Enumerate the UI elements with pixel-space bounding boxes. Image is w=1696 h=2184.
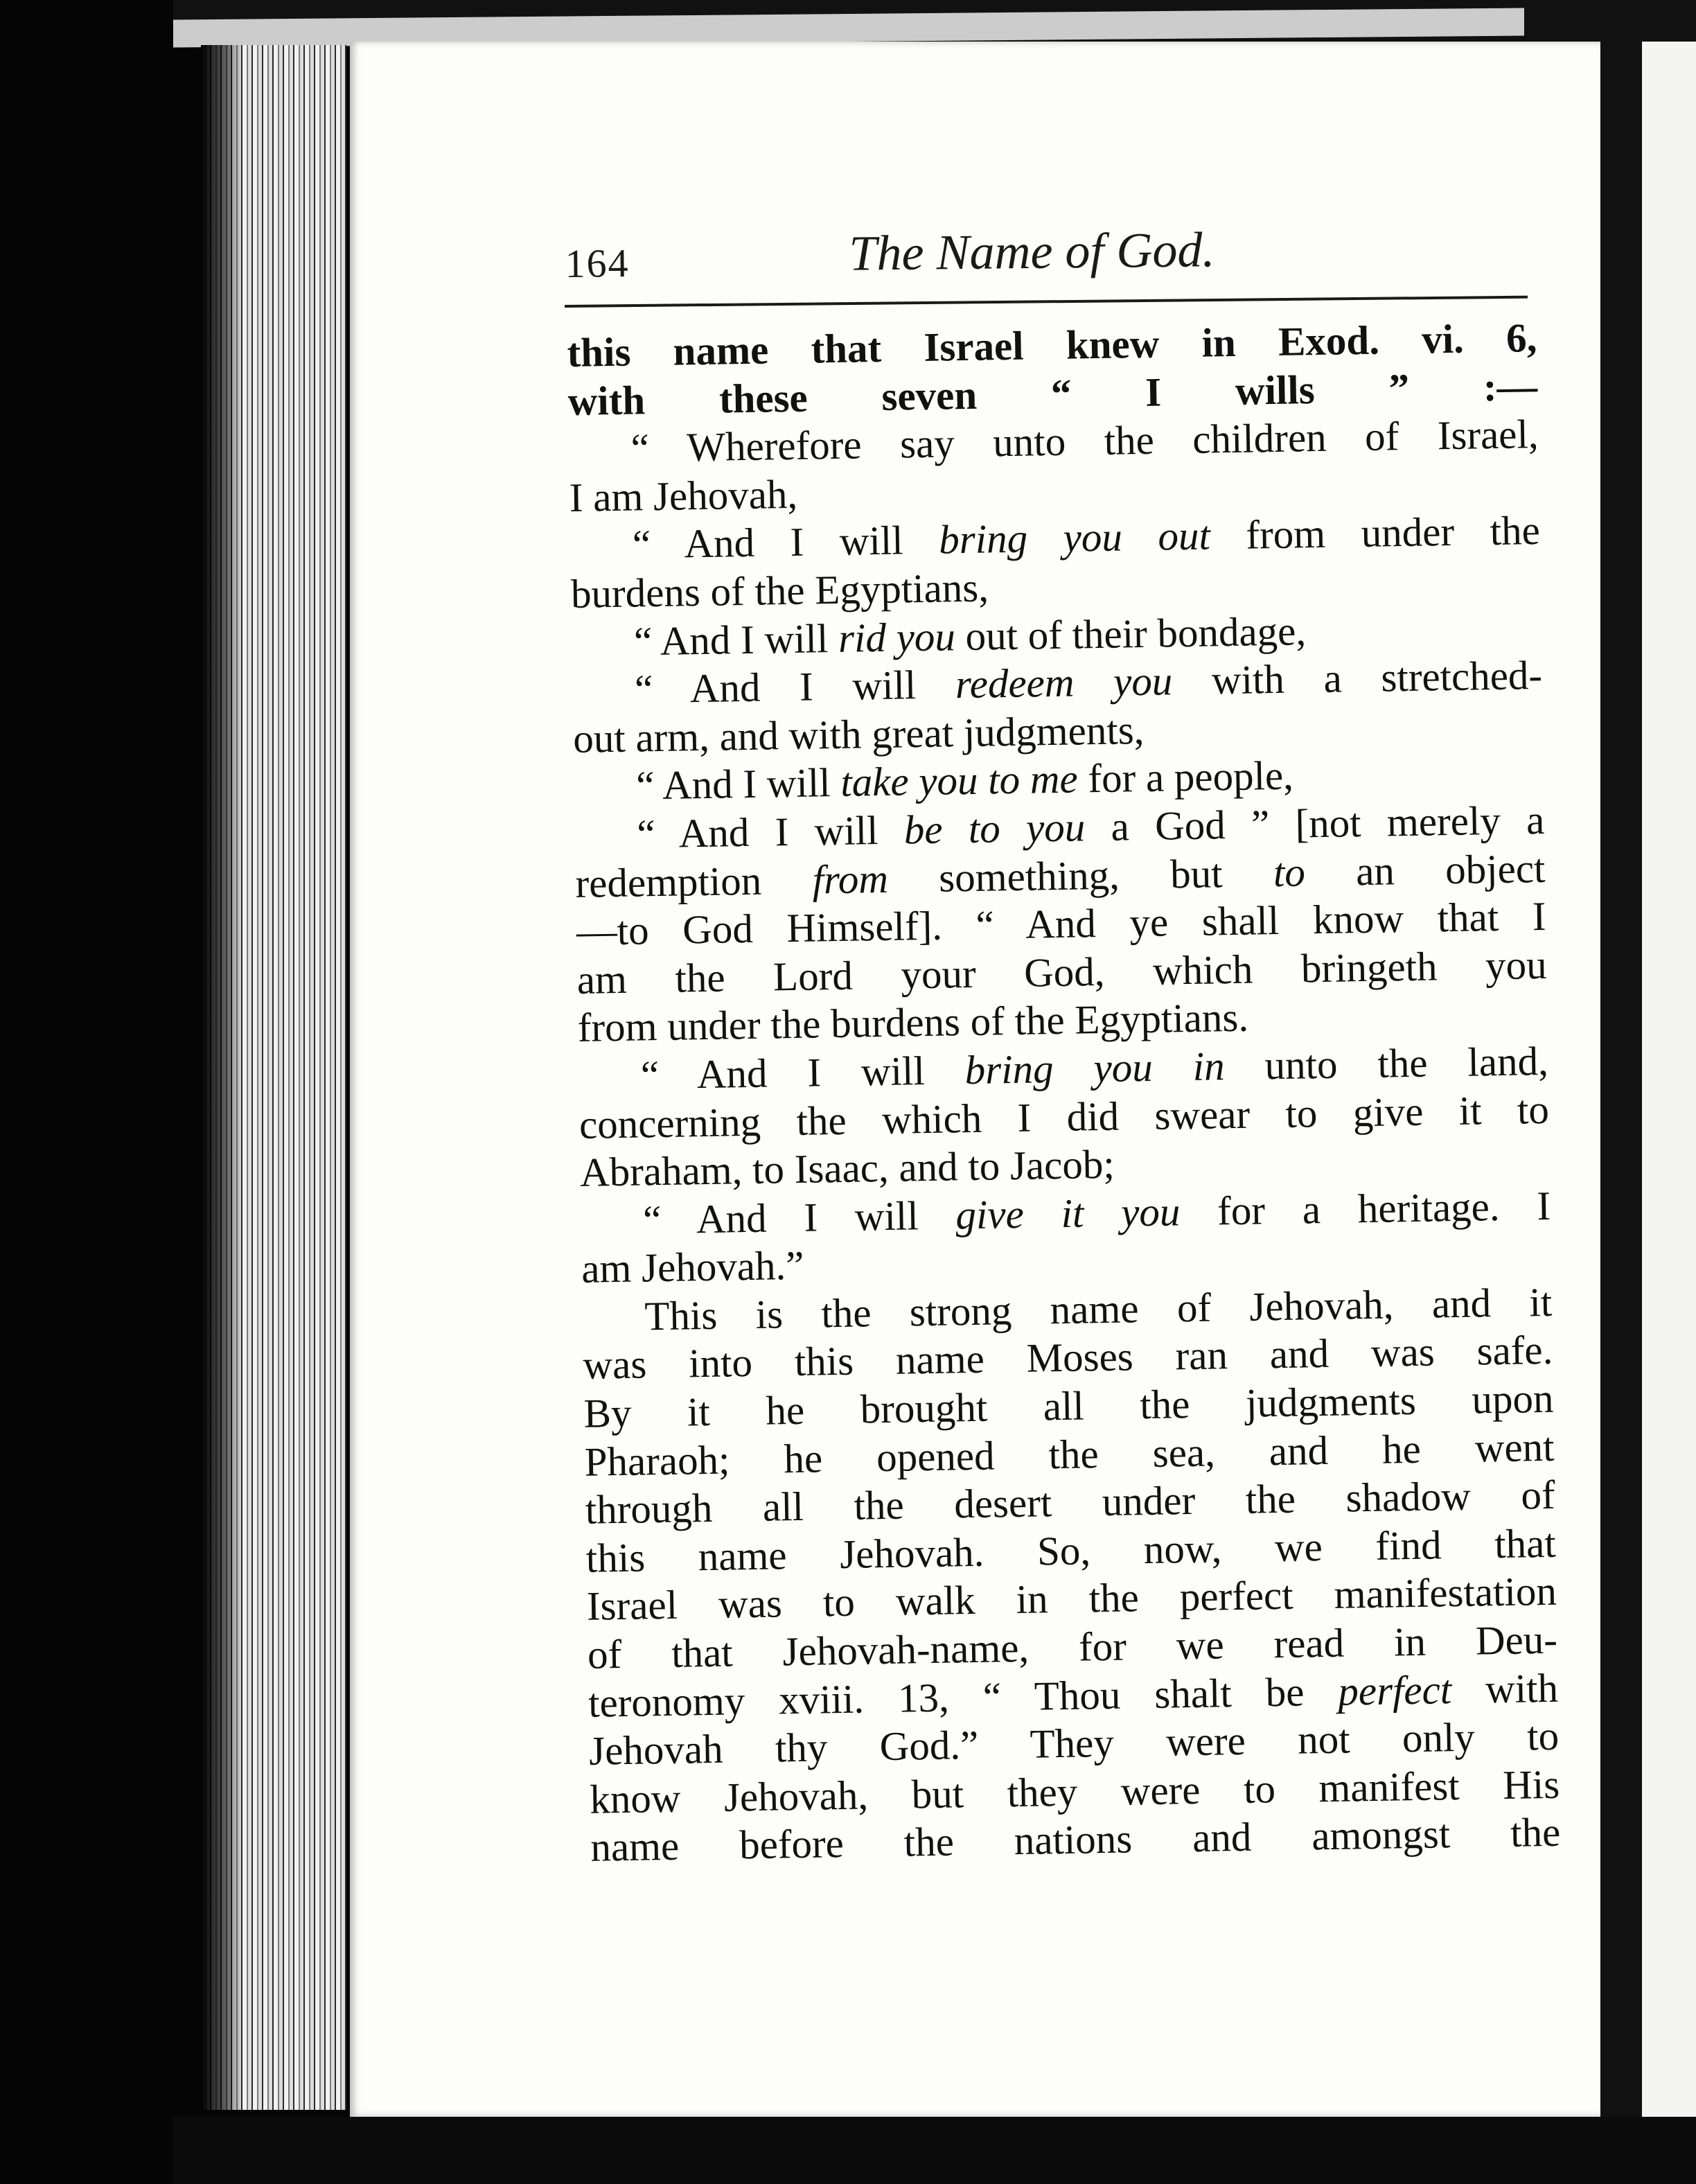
text-line: know Jehovah, but they were to manifest His — [589, 1761, 1560, 1822]
text-line: Pharaoh; he opened the sea, and he went — [584, 1423, 1555, 1485]
body-text — [567, 314, 1561, 1872]
text-line: of that Jehovah-name, for we read in Deu- — [587, 1616, 1558, 1677]
text-line: Abraham, to Isaac, and to Jacob; — [579, 1141, 1115, 1195]
text-line: was into this name Moses ran and was safe. — [582, 1327, 1553, 1389]
text-line: “ And I will rid you out of their bondage, — [633, 607, 1307, 664]
text-line: “ And I will take you to me for a people, — [635, 752, 1294, 809]
running-head — [565, 215, 1528, 301]
text-line: “ And I will give it you for a heritage. I — [642, 1182, 1551, 1243]
text-line: with these seven “ I wills ” :— — [567, 362, 1538, 424]
page-edges-shadow — [201, 45, 242, 2110]
text-line: Israel was to walk in the perfect manifestation — [586, 1568, 1557, 1630]
text-line: from under the burdens of the Egyptians. — [577, 994, 1249, 1051]
text-line: through all the desert under the shadow of — [585, 1472, 1556, 1533]
text-line: am Jehovah.” — [581, 1242, 804, 1292]
text-line: this name Jehovah. So, now, we find that — [585, 1520, 1557, 1581]
text-line: redemption from something, but to an object — [575, 845, 1546, 906]
gutter-shadow — [1600, 42, 1642, 2117]
text-line: —to God Himself]. “ And ye shall know that I — [576, 893, 1546, 955]
text-line: out arm, and with great judgments, — [572, 706, 1145, 761]
text-line: this name that Israel knew in Exod. vi. 6, — [567, 315, 1537, 376]
bottom-binding-band — [173, 2117, 1696, 2184]
text-line: teronomy xviii. 13, “ Thou shalt be perfect with — [588, 1664, 1559, 1726]
text-line: name before the nations and amongst the — [590, 1809, 1561, 1871]
text-line: “ And I will bring you in unto the land, — [640, 1037, 1549, 1098]
text-line: Jehovah thy God.” They were not only to — [588, 1712, 1560, 1774]
text-line: By it he brought all the judgments upon — [583, 1375, 1554, 1436]
text-line: “ Wherefore say unto the children of Israel, — [630, 411, 1539, 471]
text-line: “ And I will redeem you with a stretched- — [634, 652, 1543, 712]
facing-page-edge — [1642, 42, 1696, 2117]
text-line: I am Jehovah, — [569, 470, 798, 520]
text-line: “ And I will bring you out from under the — [632, 507, 1541, 567]
text-line: “ And I will be to you a God ” [not merely a — [636, 796, 1545, 857]
text-line: concerning the which I did swear to give it to — [578, 1086, 1550, 1147]
text-line: am the Lord your God, which bringeth you — [576, 941, 1548, 1003]
page-number: 164 — [565, 240, 630, 286]
running-head-title: The Name of God. — [849, 222, 1215, 281]
text-line: burdens of the Egyptians, — [570, 564, 989, 617]
text-line: This is the strong name of Jehovah, and it — [644, 1278, 1553, 1339]
